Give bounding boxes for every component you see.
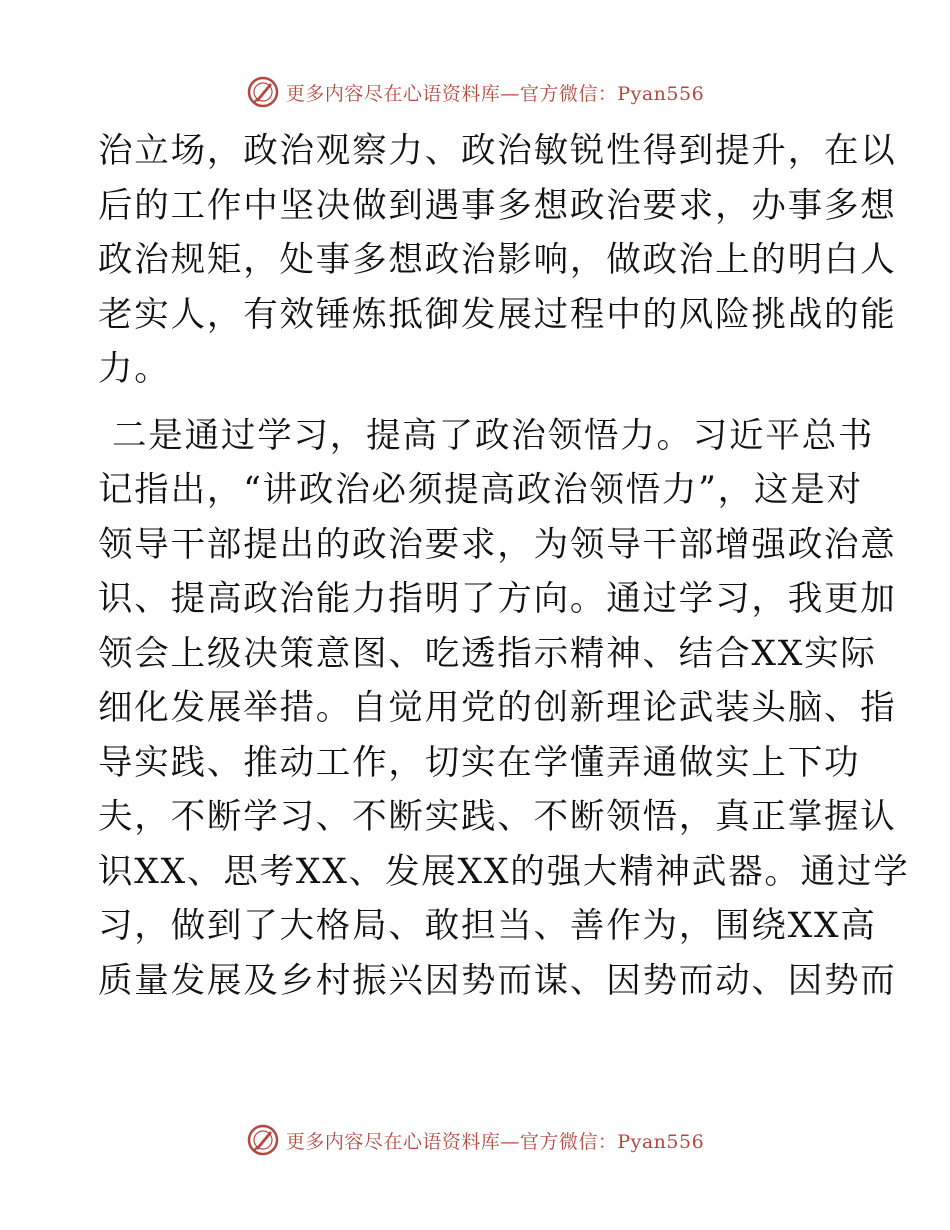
text-line: 识XX、思考XX、发展XX的强大精神武器。通过学: [98, 851, 910, 892]
quill-logo-icon: [246, 75, 280, 109]
text-line: 导实践、推动工作，切实在学懂弄通做实上下功: [98, 742, 861, 783]
text-line: 老实人，有效锤炼抵御发展过程中的风险挑战的能: [98, 294, 897, 335]
text-line: 习，做到了大格局、敢担当、善作为，围绕XX高: [98, 906, 877, 946]
text-line: 力。: [98, 349, 171, 389]
header-watermark: [0, 72, 950, 112]
paragraph-1: [98, 124, 897, 397]
text-line: 夫，不断学习、不断实践、不断领悟，真正掌握认: [98, 797, 897, 837]
text-line: 领导干部提出的政治要求，为领导干部增强政治意: [98, 524, 897, 565]
text-line: 后的工作中坚决做到遇事多想政治要求，办事多想: [98, 185, 897, 226]
quill-logo-icon: [246, 1123, 280, 1157]
text-line: 细化发展举措。自觉用党的创新理论武装头脑、指: [98, 688, 897, 728]
text-line: 质量发展及乡村振兴因势而谋、因势而动、因势而: [98, 960, 897, 1001]
footer-watermark: [0, 1120, 950, 1160]
paragraph-2: [98, 409, 910, 1009]
header-watermark-text: 更多内容尽在心语资料库—官方微信：Pyan556: [285, 82, 705, 105]
text-line: 记指出，“讲政治必须提高政治领悟力”，这是对: [98, 470, 863, 510]
text-line: 识、提高政治能力指明了方向。通过学习，我更加: [98, 579, 897, 619]
footer-watermark-text: 更多内容尽在心语资料库—官方微信：Pyan556: [285, 1130, 705, 1153]
document-body: [98, 124, 910, 1008]
text-line: 政治规矩，处事多想政治影响，做政治上的明白人: [98, 240, 897, 280]
text-line: 治立场，政治观察力、政治敏锐性得到提升，在以: [98, 131, 897, 171]
text-line: 二是通过学习，提高了政治领悟力。习近平总书: [112, 415, 875, 456]
text-line: 领会上级决策意图、吃透指示精神、结合XX实际: [98, 633, 877, 674]
